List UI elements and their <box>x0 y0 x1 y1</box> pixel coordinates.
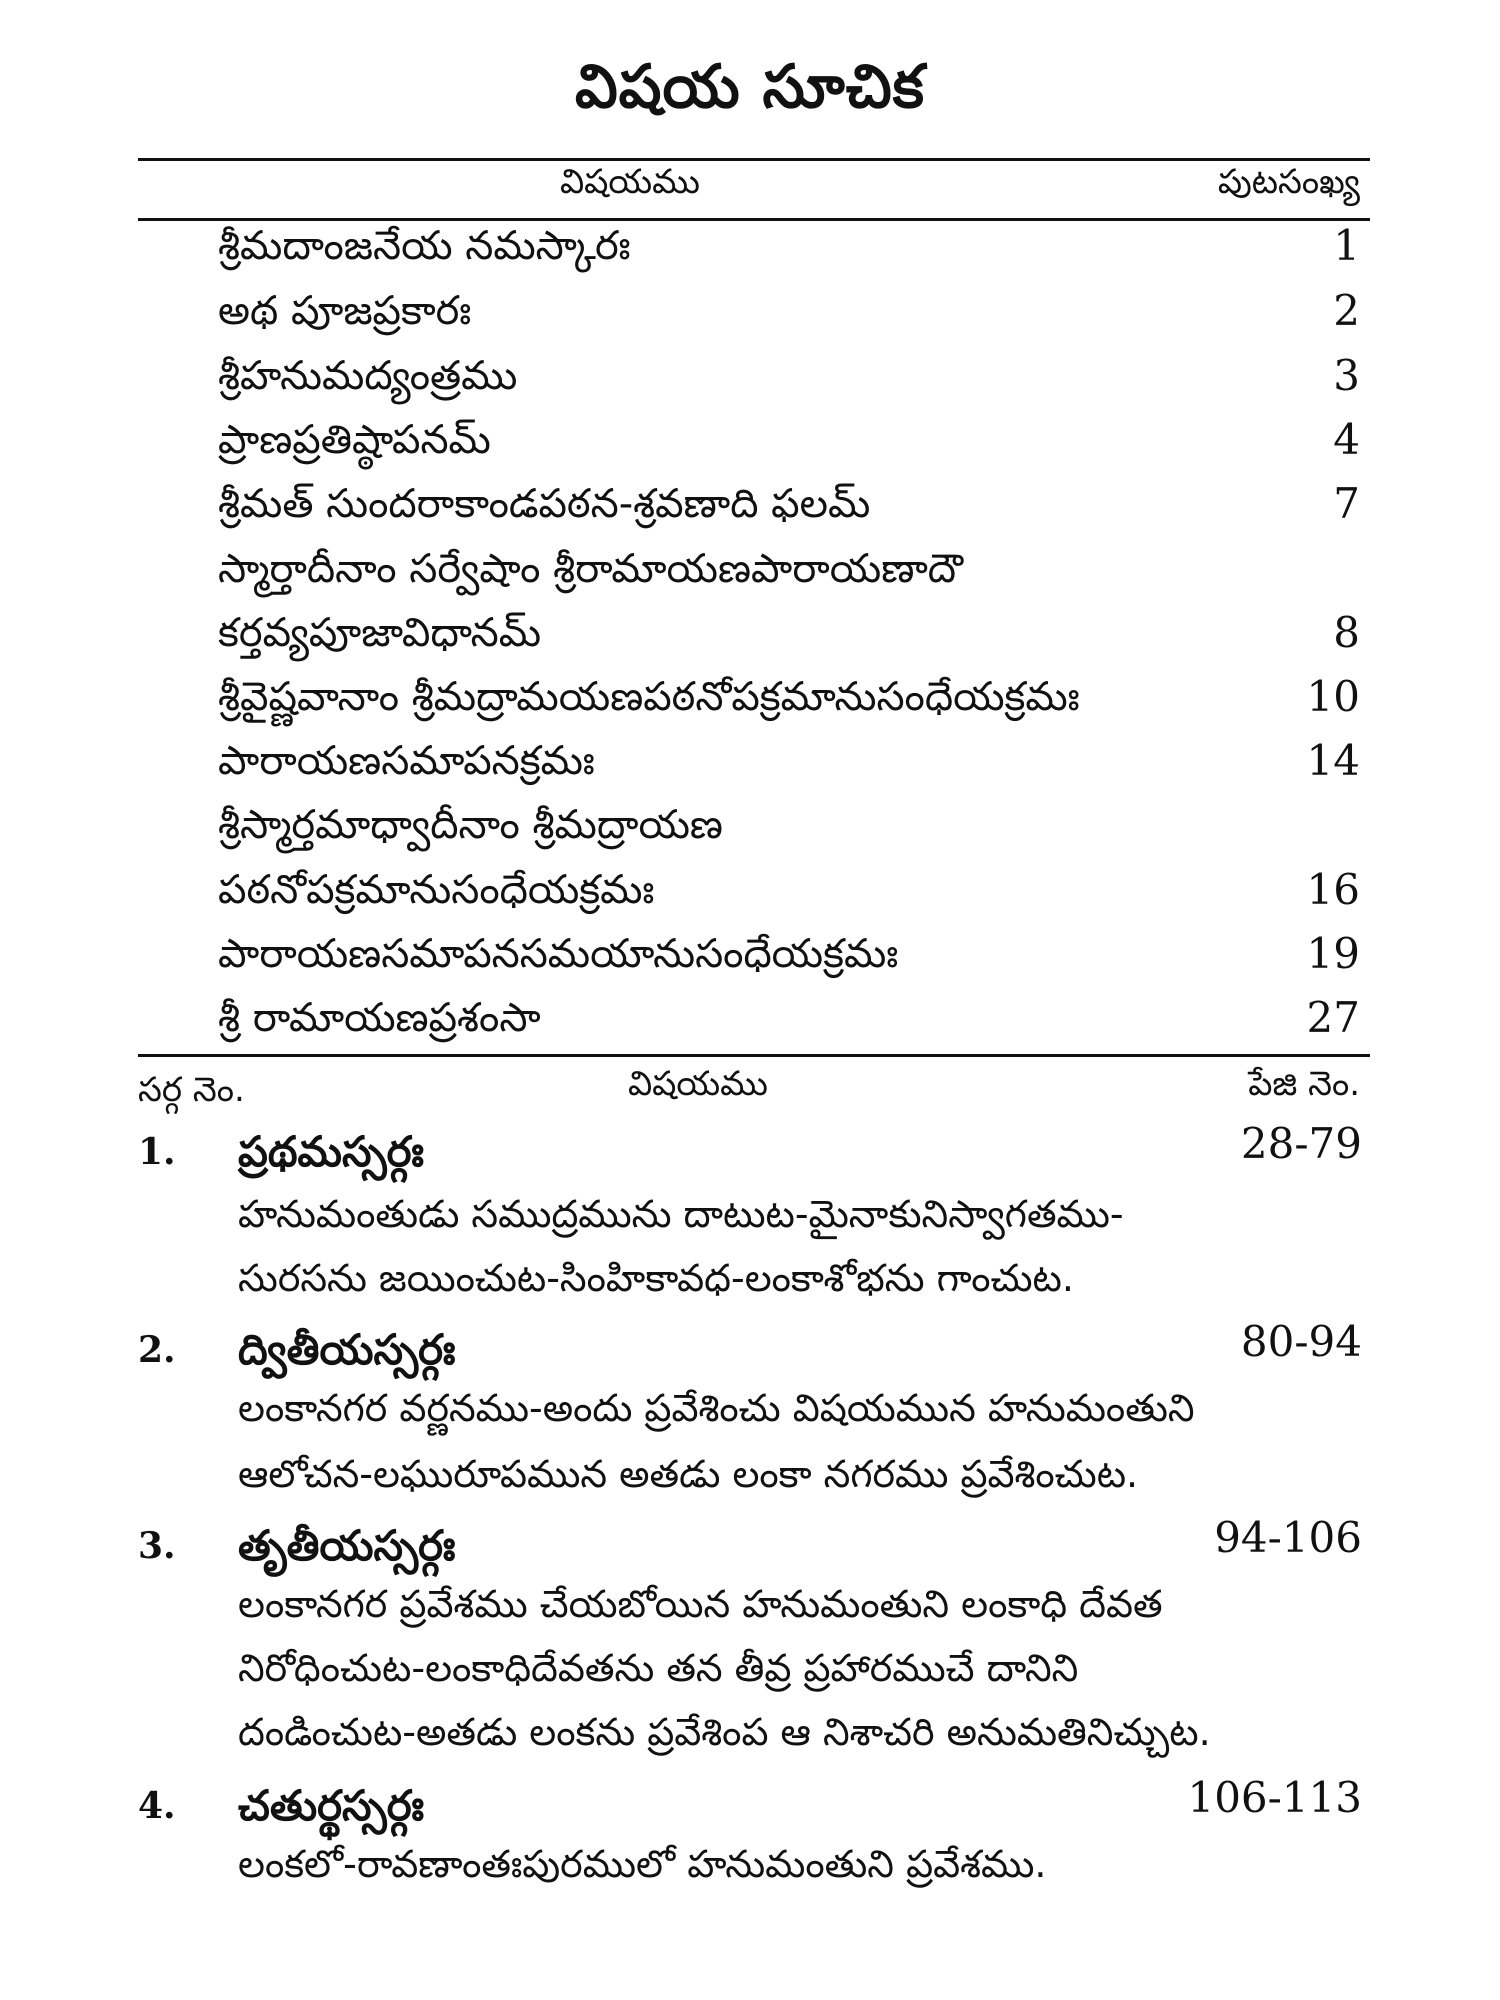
list-item <box>0 537 1500 601</box>
sarga-header-page: పేజి నెం. <box>1248 1064 1360 1104</box>
sarga-page-range: 80-94 <box>1240 1317 1362 1366</box>
sarga-page-range: 106-113 <box>1187 1773 1362 1822</box>
list-item <box>0 665 1500 729</box>
sarga-description-line: లంకానగర వర్ణనము-అందు ప్రవేశించు విషయమున హనుమంతుని <box>238 1386 1195 1430</box>
sarga-description-line: ఆలోచన-లఘురూపమున అతడు లంకా నగరము ప్రవేశించుట. <box>238 1452 1139 1496</box>
sarga-description-line: సురసను జయించుట-సింహికావధ-లంకాశోభను గాంచుట. <box>238 1256 1074 1300</box>
list-item <box>0 601 1500 665</box>
entry-page: 2 <box>1333 286 1360 335</box>
sarga-number: 3. <box>138 1525 176 1567</box>
sarga-description-line: హనుమంతుడు సముద్రమును దాటుట-మైనాకునిస్వాగతము- <box>238 1192 1124 1236</box>
entry-label: శ్రీ రామాయణప్రశంసా <box>218 995 541 1041</box>
entry-label: ప్రాణప్రతిష్ఠాపనమ్ <box>218 417 491 463</box>
header-top-rule <box>138 158 1370 161</box>
list-item <box>0 279 1500 343</box>
sarga-description-line: లంకానగర ప్రవేశము చేయబోయిన హనుమంతుని లంకాధి దేవత <box>238 1582 1163 1626</box>
list-item <box>0 858 1500 922</box>
sarga-page-range: 28-79 <box>1240 1119 1362 1168</box>
entry-page: 1 <box>1333 221 1360 270</box>
sarga-number: 4. <box>138 1785 176 1827</box>
entry-page: 19 <box>1306 929 1360 978</box>
list-item <box>0 922 1500 986</box>
sarga-title: ద్వితీయస్సర్గః <box>238 1325 456 1374</box>
sarga-number: 1. <box>138 1131 176 1173</box>
sarga-description-line: దండించుట-అతడు లంకను ప్రవేశింప ఆ నిశాచరి అనుమతినిచ్చుట. <box>238 1710 1211 1754</box>
entry-label: స్మార్తాదీనాం సర్వేషాం శ్రీరామాయణపారాయణాదౌ <box>218 546 963 592</box>
front-header-subject: విషయము <box>560 162 700 202</box>
entry-page: 4 <box>1333 415 1360 464</box>
entry-label: శ్రీమత్ సుందరాకాండపఠన-శ్రవణాది ఫలమ్ <box>218 481 871 527</box>
sarga-header-subject: విషయము <box>628 1064 768 1104</box>
sarga-number: 2. <box>138 1329 176 1371</box>
sarga-page-range: 94-106 <box>1214 1513 1362 1562</box>
entry-label: శ్రీమదాంజనేయ నమస్కారః <box>218 223 631 269</box>
entry-page: 14 <box>1306 736 1360 785</box>
front-header-page: పుటసంఖ్య <box>1217 162 1360 202</box>
entry-label: పఠనోపక్రమానుసంధేయక్రమః <box>218 867 655 913</box>
list-item <box>0 344 1500 408</box>
sarga-description-line: లంకలో-రావణాంతఃపురములో హనుమంతుని ప్రవేశము. <box>238 1842 1047 1886</box>
entry-page: 10 <box>1306 672 1360 721</box>
entry-label: పారాయణసమాపనసమయానుసంధేయక్రమః <box>218 931 899 977</box>
sarga-header-number: సర్గ నెం. <box>138 1070 245 1110</box>
sarga-title: తృతీయస్సర్గః <box>238 1521 456 1570</box>
list-item <box>0 408 1500 472</box>
list-item <box>0 793 1500 857</box>
entry-label: పారాయణసమాపనక్రమః <box>218 738 595 784</box>
entry-label: కర్తవ్యపూజావిధానమ్ <box>218 610 542 656</box>
sarga-title: చతుర్థస్సర్గః <box>238 1781 425 1830</box>
sarga-description-line: నిరోధించుట-లంకాధిదేవతను తన తీవ్ర ప్రహారముచే దానిని <box>238 1646 1079 1690</box>
entry-label: అథ పూజప్రకారః <box>218 288 472 334</box>
list-item <box>0 214 1500 278</box>
entry-page: 8 <box>1333 608 1360 657</box>
entry-label: శ్రీవైష్ణవానాం శ్రీమద్రామయణపఠనోపక్రమానుసంధేయక్రమః <box>218 674 1080 720</box>
entry-page: 27 <box>1306 993 1360 1042</box>
entry-label: శ్రీస్మార్తమాధ్వాదీనాం శ్రీమద్రాయణ <box>218 802 723 848</box>
entry-page: 3 <box>1333 351 1360 400</box>
list-item <box>0 472 1500 536</box>
entry-label: శ్రీహనుమద్యంత్రము <box>218 353 518 399</box>
entry-page: 16 <box>1306 865 1360 914</box>
list-item <box>0 986 1500 1050</box>
list-item <box>0 729 1500 793</box>
sarga-title: ప్రథమస్సర్గః <box>238 1127 424 1176</box>
page-title: విషయ సూచిక <box>575 52 925 122</box>
entry-page: 7 <box>1333 479 1360 528</box>
sarga-header-rule <box>138 1054 1370 1057</box>
